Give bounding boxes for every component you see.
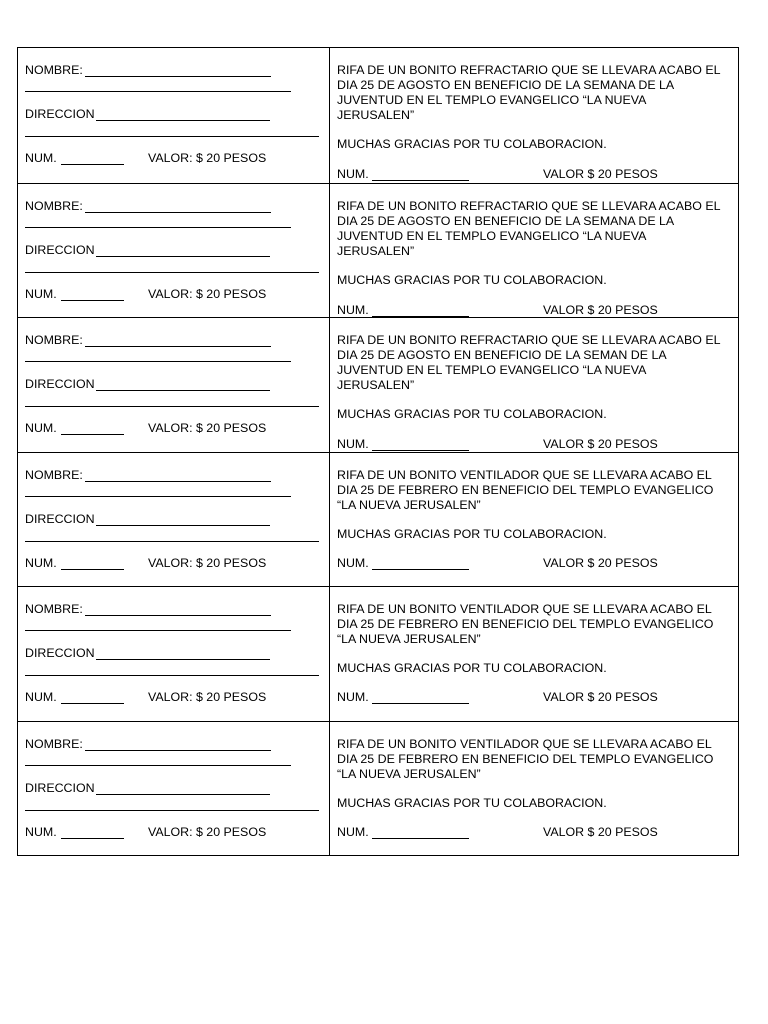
num-blank-line[interactable] xyxy=(61,300,124,301)
raffle-ticket xyxy=(18,586,738,721)
raffle-description: RIFA DE UN BONITO VENTILADOR QUE SE LLEVARA ACABO EL DIA 25 DE FEBRERO EN BENEFICIO DEL TEMPLO EVANGELICO “LA NUEVA JERUSALEN” xyxy=(337,736,714,781)
nombre-blank-line-2[interactable] xyxy=(25,630,291,631)
num-blank-line[interactable] xyxy=(372,316,469,317)
direccion-label: DIRECCION xyxy=(25,780,95,795)
direccion-blank-line[interactable] xyxy=(96,390,270,391)
valor-label: VALOR: $ 20 PESOS xyxy=(148,824,267,839)
num-blank-line[interactable] xyxy=(61,569,124,570)
direccion-blank-line-2[interactable] xyxy=(25,541,319,542)
ticket-body xyxy=(330,453,738,587)
num-label: NUM. xyxy=(25,286,57,301)
raffle-ticket xyxy=(18,721,738,856)
nombre-label: NOMBRE: xyxy=(25,467,83,482)
num-blank-line[interactable] xyxy=(61,434,124,435)
direccion-blank-line[interactable] xyxy=(96,525,270,526)
raffle-ticket-sheet xyxy=(17,47,739,856)
ticket-stub xyxy=(18,318,330,452)
num-label: NUM. xyxy=(25,421,57,435)
num-label: NUM. xyxy=(337,437,369,451)
nombre-blank-line-2[interactable] xyxy=(25,361,291,362)
valor-label: VALOR $ 20 PESOS xyxy=(543,824,658,839)
nombre-blank-line-2[interactable] xyxy=(25,765,291,766)
nombre-blank-line-2[interactable] xyxy=(25,91,291,92)
valor-label: VALOR $ 20 PESOS xyxy=(543,690,658,704)
raffle-description: RIFA DE UN BONITO VENTILADOR QUE SE LLEVARA ACABO EL DIA 25 DE FEBRERO EN BENEFICIO DEL TEMPLO EVANGELICO “LA NUEVA JERUSALEN” xyxy=(337,602,714,646)
raffle-description: RIFA DE UN BONITO REFRACTARIO QUE SE LLEVARA ACABO EL DIA 25 DE AGOSTO EN BENEFICIO DE LA SEMANA DE LA JUVENTUD EN EL TEMPLO EVANGELICO “LA NUEVA JERUSALEN” xyxy=(337,63,721,122)
raffle-description: RIFA DE UN BONITO REFRACTARIO QUE SE LLEVARA ACABO EL DIA 25 DE AGOSTO EN BENEFICIO DE LA SEMANA DE LA JUVENTUD EN EL TEMPLO EVANGELICO “LA NUEVA JERUSALEN” xyxy=(337,198,721,258)
valor-label: VALOR: $ 20 PESOS xyxy=(148,690,267,704)
nombre-blank-line[interactable] xyxy=(85,212,271,213)
num-label: NUM. xyxy=(25,690,57,704)
nombre-blank-line[interactable] xyxy=(85,750,271,751)
valor-label: VALOR: $ 20 PESOS xyxy=(148,286,267,301)
num-label: NUM. xyxy=(337,302,369,317)
ticket-body xyxy=(330,318,738,452)
direccion-blank-line-2[interactable] xyxy=(25,136,319,137)
nombre-blank-line[interactable] xyxy=(85,481,271,482)
nombre-label: NOMBRE: xyxy=(25,736,83,751)
thanks-text: MUCHAS GRACIAS POR TU COLABORACION. xyxy=(337,272,607,287)
nombre-label: NOMBRE: xyxy=(25,63,83,77)
thanks-text: MUCHAS GRACIAS POR TU COLABORACION. xyxy=(337,526,607,541)
direccion-blank-line[interactable] xyxy=(96,659,270,660)
num-label: NUM. xyxy=(337,690,369,704)
ticket-stub xyxy=(18,48,330,183)
thanks-text: MUCHAS GRACIAS POR TU COLABORACION. xyxy=(337,661,607,675)
valor-label: VALOR: $ 20 PESOS xyxy=(148,151,267,165)
valor-label: VALOR: $ 20 PESOS xyxy=(148,555,267,570)
num-blank-line[interactable] xyxy=(61,838,124,839)
nombre-label: NOMBRE: xyxy=(25,602,83,616)
valor-label: VALOR: $ 20 PESOS xyxy=(148,421,267,435)
ticket-stub xyxy=(18,184,330,318)
direccion-label: DIRECCION xyxy=(25,107,95,121)
num-label: NUM. xyxy=(25,555,57,570)
raffle-description: RIFA DE UN BONITO VENTILADOR QUE SE LLEVARA ACABO EL DIA 25 DE FEBRERO EN BENEFICIO DEL TEMPLO EVANGELICO “LA NUEVA JERUSALEN” xyxy=(337,467,714,512)
direccion-label: DIRECCION xyxy=(25,242,95,257)
num-blank-line[interactable] xyxy=(372,569,469,570)
direccion-blank-line-2[interactable] xyxy=(25,675,319,676)
num-label: NUM. xyxy=(337,555,369,570)
thanks-text: MUCHAS GRACIAS POR TU COLABORACION. xyxy=(337,137,607,151)
num-blank-line[interactable] xyxy=(372,450,469,451)
direccion-label: DIRECCION xyxy=(25,377,95,391)
thanks-text: MUCHAS GRACIAS POR TU COLABORACION. xyxy=(337,407,607,421)
ticket-stub xyxy=(18,722,330,856)
valor-label: VALOR $ 20 PESOS xyxy=(543,555,658,570)
num-blank-line[interactable] xyxy=(372,180,469,181)
nombre-label: NOMBRE: xyxy=(25,198,83,213)
direccion-blank-line[interactable] xyxy=(96,256,270,257)
ticket-stub xyxy=(18,453,330,587)
direccion-blank-line-2[interactable] xyxy=(25,406,319,407)
direccion-blank-line-2[interactable] xyxy=(25,810,319,811)
direccion-blank-line-2[interactable] xyxy=(25,272,319,273)
raffle-description: RIFA DE UN BONITO REFRACTARIO QUE SE LLEVARA ACABO EL DIA 25 DE AGOSTO EN BENEFICIO DE LA SEMAN DE LA JUVENTUD EN EL TEMPLO EVANGELICO “LA NUEVA JERUSALEN” xyxy=(337,333,721,392)
nombre-blank-line[interactable] xyxy=(85,346,271,347)
raffle-ticket xyxy=(18,452,738,587)
valor-label: VALOR $ 20 PESOS xyxy=(543,302,658,317)
direccion-label: DIRECCION xyxy=(25,511,95,526)
ticket-body xyxy=(330,184,738,318)
nombre-blank-line-2[interactable] xyxy=(25,496,291,497)
thanks-text: MUCHAS GRACIAS POR TU COLABORACION. xyxy=(337,795,607,810)
nombre-blank-line-2[interactable] xyxy=(25,227,291,228)
num-blank-line[interactable] xyxy=(61,164,124,165)
valor-label: VALOR $ 20 PESOS xyxy=(543,437,658,451)
ticket-body xyxy=(330,587,738,721)
num-label: NUM. xyxy=(25,824,57,839)
raffle-ticket xyxy=(18,48,738,183)
ticket-stub xyxy=(18,587,330,721)
num-blank-line[interactable] xyxy=(61,703,124,704)
raffle-ticket xyxy=(18,317,738,452)
direccion-blank-line[interactable] xyxy=(96,120,270,121)
num-label: NUM. xyxy=(337,824,369,839)
nombre-label: NOMBRE: xyxy=(25,333,83,347)
nombre-blank-line[interactable] xyxy=(85,615,271,616)
nombre-blank-line[interactable] xyxy=(85,76,271,77)
valor-label: VALOR $ 20 PESOS xyxy=(543,167,658,181)
direccion-blank-line[interactable] xyxy=(96,794,270,795)
ticket-body xyxy=(330,48,738,183)
num-label: NUM. xyxy=(337,167,369,181)
num-blank-line[interactable] xyxy=(372,838,469,839)
raffle-ticket xyxy=(18,183,738,318)
num-blank-line[interactable] xyxy=(372,703,469,704)
num-label: NUM. xyxy=(25,151,57,165)
direccion-label: DIRECCION xyxy=(25,646,95,660)
ticket-body xyxy=(330,722,738,856)
